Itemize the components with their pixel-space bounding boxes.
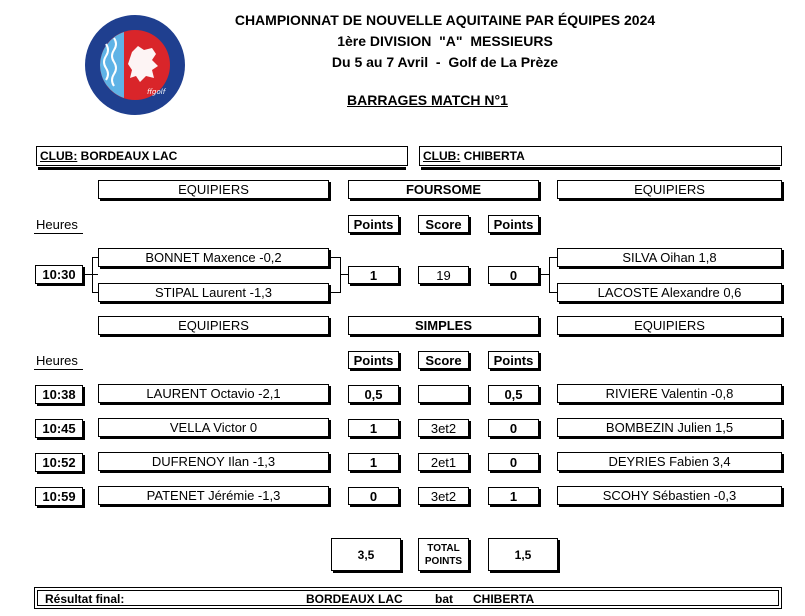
foursome-left-player-2: STIPAL Laurent -1,3 <box>98 283 329 302</box>
foursome-score: 19 <box>418 266 469 284</box>
division-title: 1ère DIVISION "A" MESSIEURS <box>337 33 553 49</box>
match-title: BARRAGES MATCH N°1 <box>347 92 508 108</box>
simples-heures-label: Heures <box>34 351 83 370</box>
simples-score-label: Score <box>418 351 469 369</box>
total-label-line1: TOTAL <box>427 542 460 554</box>
simples-left-points: 1 <box>348 453 399 471</box>
championship-title: CHAMPIONNAT DE NOUVELLE AQUITAINE PAR ÉQUIPES 2024 <box>234 12 656 28</box>
simples-left-header: EQUIPIERS <box>98 316 329 335</box>
simples-right-player: RIVIERE Valentin -0,8 <box>557 384 782 403</box>
foursome-right-points: 0 <box>488 266 539 284</box>
simples-left-player: DUFRENOY Ilan -1,3 <box>98 452 329 471</box>
simples-score <box>418 385 469 403</box>
simples-right-points: 0 <box>488 419 539 437</box>
simples-right-header: EQUIPIERS <box>557 316 782 335</box>
foursome-left-header: EQUIPIERS <box>98 180 329 199</box>
club-left-name: BORDEAUX LAC <box>80 149 178 163</box>
simples-right-points: 1 <box>488 487 539 505</box>
simples-right-player: BOMBEZIN Julien 1,5 <box>557 418 782 437</box>
club-right-name: CHIBERTA <box>463 149 525 163</box>
simples-time: 10:52 <box>35 453 83 472</box>
foursome-right-player-1: SILVA Oihan 1,8 <box>557 248 782 267</box>
foursome-right-bracket <box>541 274 549 275</box>
club-right <box>419 146 782 166</box>
final-result-loser: CHIBERTA <box>473 592 535 606</box>
simples-right-player: SCOHY Sébastien -0,3 <box>557 486 782 505</box>
total-points-label <box>418 538 469 571</box>
foursome-right-header: EQUIPIERS <box>557 180 782 199</box>
simples-left-player: LAURENT Octavio -2,1 <box>98 384 329 403</box>
foursome-left-points: 1 <box>348 266 399 284</box>
simples-right-player: DEYRIES Fabien 3,4 <box>557 452 782 471</box>
total-right-points: 1,5 <box>488 538 558 571</box>
simples-left-points: 0 <box>348 487 399 505</box>
simples-score: 3et2 <box>418 419 469 437</box>
foursome-heures-label: Heures <box>34 215 83 234</box>
foursome-left-points-label: Points <box>348 215 399 233</box>
simples-left-points-label: Points <box>348 351 399 369</box>
simples-score: 3et2 <box>418 487 469 505</box>
final-result-winner: BORDEAUX LAC <box>306 592 403 606</box>
foursome-time: 10:30 <box>35 265 83 284</box>
svg-text:ffgolf: ffgolf <box>147 88 166 96</box>
dates-venue-title: Du 5 au 7 Avril - Golf de La Prèze <box>331 54 559 70</box>
final-result-verb: bat <box>435 592 453 606</box>
simples-time: 10:38 <box>35 385 83 404</box>
simples-left-points: 0,5 <box>348 385 399 403</box>
club-left-prefix: CLUB: <box>40 149 78 163</box>
simples-right-points-label: Points <box>488 351 539 369</box>
foursome-left-player-1: BONNET Maxence -0,2 <box>98 248 329 267</box>
foursome-center-left-bracket <box>329 257 340 258</box>
foursome-right-points-label: Points <box>488 215 539 233</box>
simples-center-header: SIMPLES <box>348 316 539 335</box>
foursome-center-header: FOURSOME <box>348 180 539 199</box>
club-left <box>36 146 408 166</box>
simples-right-points: 0,5 <box>488 385 539 403</box>
simples-left-player: PATENET Jérémie -1,3 <box>98 486 329 505</box>
total-label-line2: POINTS <box>424 555 463 567</box>
total-left-points: 3,5 <box>331 538 401 571</box>
final-result-label: Résultat final: <box>45 592 125 606</box>
final-result-bar <box>34 587 782 609</box>
club-right-prefix: CLUB: <box>423 149 461 163</box>
simples-time: 10:45 <box>35 419 83 438</box>
simples-right-points: 0 <box>488 453 539 471</box>
simples-score: 2et1 <box>418 453 469 471</box>
foursome-score-label: Score <box>418 215 469 233</box>
foursome-left-bracket <box>84 274 98 275</box>
foursome-right-player-2: LACOSTE Alexandre 0,6 <box>557 283 782 302</box>
simples-left-points: 1 <box>348 419 399 437</box>
simples-time: 10:59 <box>35 487 83 506</box>
simples-left-player: VELLA Victor 0 <box>98 418 329 437</box>
